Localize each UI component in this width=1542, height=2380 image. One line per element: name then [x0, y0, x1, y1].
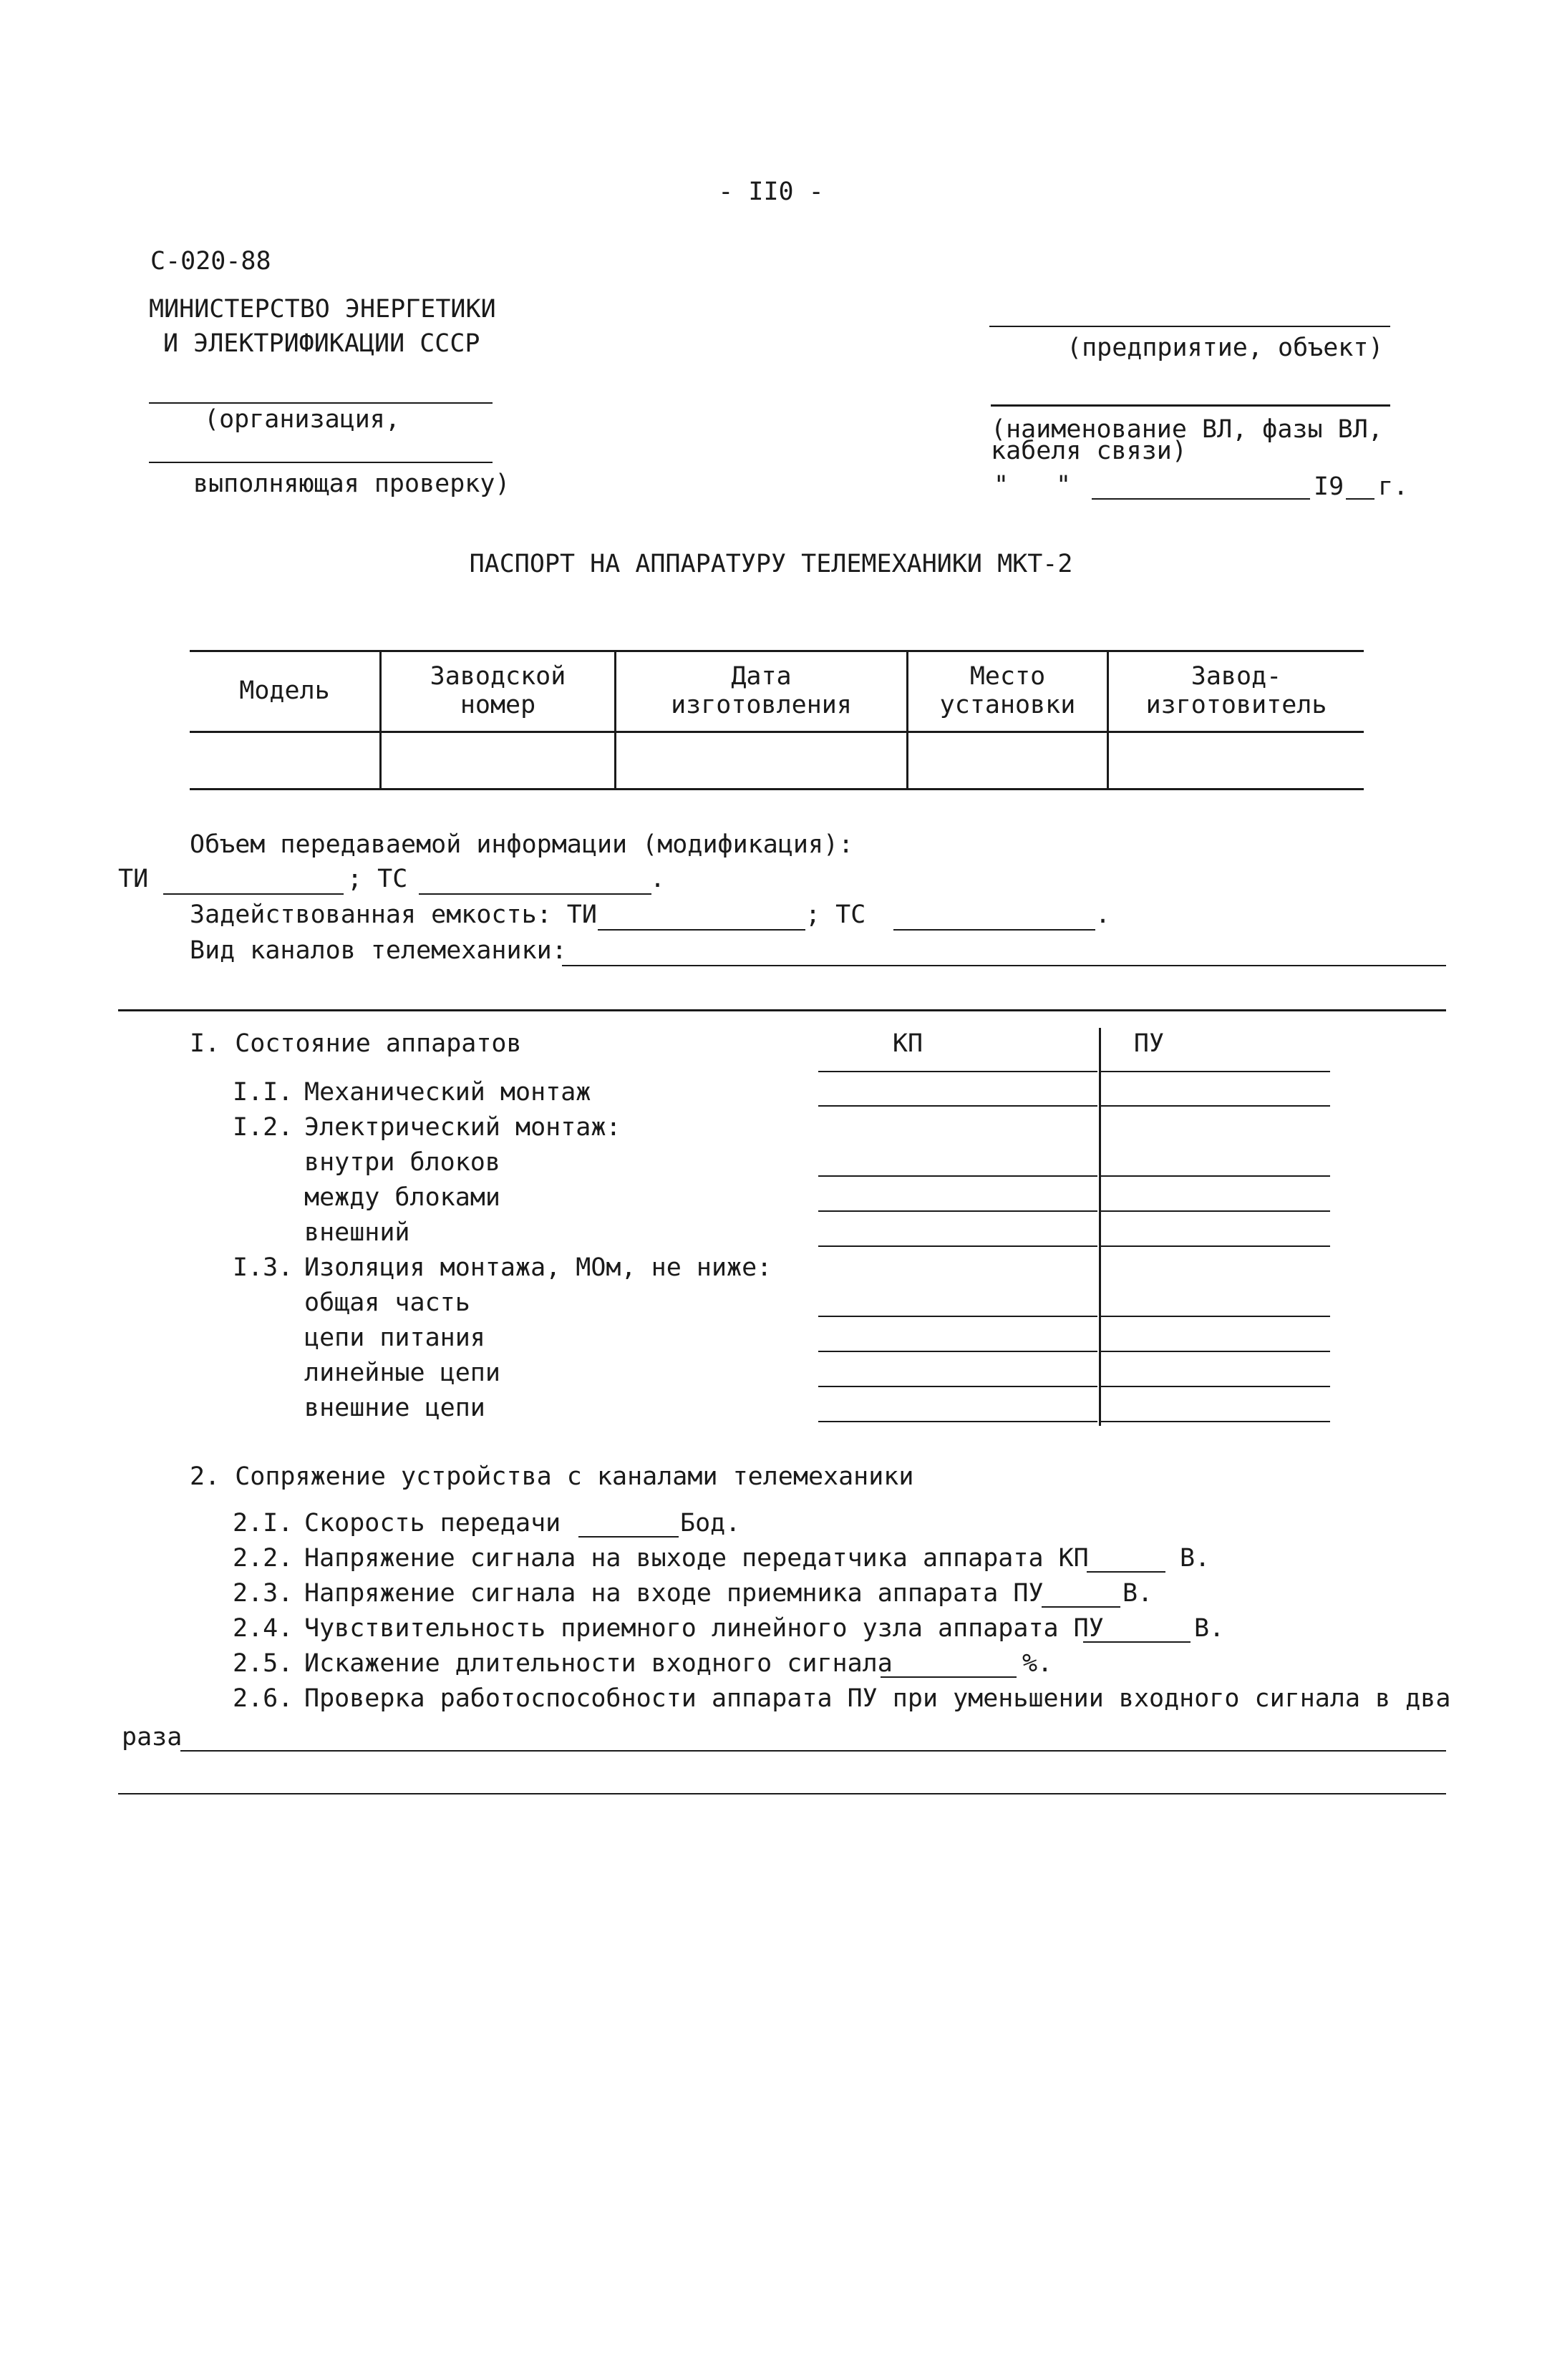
value-blank[interactable] [1087, 1571, 1165, 1573]
item-label: внешний [304, 1218, 410, 1247]
kp-value-line[interactable] [818, 1421, 1097, 1422]
item-label: Искажение длительности входного сигнала [304, 1649, 893, 1678]
ministry-line-2: И ЭЛЕКТРИФИКАЦИИ СССР [163, 329, 480, 358]
item-number: 2.4. [233, 1614, 294, 1643]
table-header-model: Модель [239, 676, 330, 705]
power-line-caption-1: (наименование ВЛ, фазы ВЛ, [991, 415, 1383, 444]
organization-blank-2 [149, 462, 493, 463]
column-underline[interactable] [818, 1071, 1097, 1072]
item-unit: В. [1194, 1614, 1225, 1643]
power-line-caption-2: кабеля связи) [991, 437, 1187, 465]
info-ts-blank [419, 893, 651, 895]
table-bottom-rule [190, 788, 1364, 790]
ministry-line-1: МИНИСТЕРСТВО ЭНЕРГЕТИКИ [149, 295, 496, 324]
column-divider [1099, 1028, 1101, 1426]
info-capacity-ts-blank [893, 929, 1095, 931]
date-year-blank [1346, 498, 1374, 500]
pu-value-line[interactable] [1101, 1351, 1330, 1352]
organization-caption-1: (организация, [204, 405, 400, 434]
item-unit: %. [1022, 1649, 1053, 1678]
continuation-label: раза [122, 1723, 183, 1752]
date-quote-open: " [994, 471, 1009, 500]
item-unit: Бод. [680, 1509, 741, 1538]
item-label: между блоками [304, 1183, 500, 1212]
info-ti-label: ТИ [118, 865, 149, 893]
section-divider [118, 1009, 1446, 1011]
item-label: внешние цепи [304, 1394, 485, 1422]
pu-value-line[interactable] [1101, 1245, 1330, 1247]
date-quote-close: " [1056, 471, 1072, 500]
item-label: цепи питания [304, 1323, 485, 1352]
item-number: 2.6. [233, 1684, 294, 1713]
item-label: Электрический монтаж: [304, 1113, 621, 1142]
pu-value-line[interactable] [1101, 1175, 1330, 1177]
pu-value-line[interactable] [1101, 1316, 1330, 1317]
kp-value-line[interactable] [818, 1175, 1097, 1177]
enterprise-blank [989, 326, 1390, 327]
info-capacity-label: Задействованная емкость: ТИ [190, 900, 597, 929]
item-number: 2.I. [233, 1509, 294, 1538]
item-label: линейные цепи [304, 1359, 500, 1387]
info-capacity-ti-blank [598, 929, 805, 931]
page-number: - II0 - [718, 178, 824, 206]
item-number: I.I. [233, 1078, 294, 1107]
date-year-prefix: I9 [1314, 472, 1344, 501]
item-label: Напряжение сигнала на выходе передатчика аппарата КП [304, 1544, 1089, 1573]
pu-value-line[interactable] [1101, 1386, 1330, 1387]
value-blank[interactable] [881, 1676, 1017, 1678]
item-label: общая часть [304, 1288, 470, 1317]
column-underline[interactable] [1101, 1071, 1330, 1072]
item-number: I.3. [233, 1253, 294, 1282]
item-unit: В. [1122, 1579, 1153, 1608]
item-number: 2.5. [233, 1649, 294, 1678]
table-header-location: Место установки [939, 661, 1076, 719]
kp-value-line[interactable] [818, 1105, 1097, 1107]
info-capacity-period: . [1095, 900, 1111, 929]
kp-value-line[interactable] [818, 1351, 1097, 1352]
table-cell[interactable] [382, 733, 614, 787]
info-ts-period: . [650, 865, 666, 893]
column-pu-header: ПУ [1133, 1029, 1165, 1058]
table-header-serial: Заводской номер [430, 661, 566, 719]
date-day-month-blank [1092, 498, 1310, 500]
table-cell[interactable] [616, 733, 906, 787]
enterprise-caption: (предприятие, объект) [1067, 334, 1384, 362]
kp-value-line[interactable] [818, 1245, 1097, 1247]
item-number: 2.2. [233, 1544, 294, 1573]
table-cell[interactable] [1109, 733, 1364, 787]
kp-value-line[interactable] [818, 1210, 1097, 1212]
continuation-blank-2[interactable] [118, 1793, 1446, 1794]
power-line-blank [991, 404, 1390, 407]
item-label: Чувствительность приемного линейного узла аппарата ПУ [304, 1614, 1104, 1643]
passport-title: ПАСПОРТ НА АППАРАТУРУ ТЕЛЕМЕХАНИКИ МКТ-2 [469, 550, 1073, 578]
table-cell[interactable] [190, 733, 379, 787]
item-label: Изоляция монтажа, МОм, не ниже: [304, 1253, 772, 1282]
value-blank[interactable] [578, 1536, 679, 1538]
column-kp-header: КП [892, 1029, 923, 1058]
item-label: Проверка работоспособности аппарата ПУ при уменьшении входного сигнала в два [304, 1684, 1451, 1713]
date-year-suffix: г. [1378, 472, 1409, 501]
pu-value-line[interactable] [1101, 1210, 1330, 1212]
info-channels-blank [562, 965, 1446, 966]
table-header-manufacturer: Завод- изготовитель [1145, 661, 1327, 719]
organization-blank-1 [149, 402, 493, 404]
info-capacity-ts-label: ; ТС [805, 900, 866, 929]
section1-title: I. Состояние аппаратов [190, 1029, 522, 1058]
item-number: 2.3. [233, 1579, 294, 1608]
continuation-blank[interactable] [180, 1750, 1446, 1752]
kp-value-line[interactable] [818, 1316, 1097, 1317]
info-volume-label: Объем передаваемой информации (модификация): [190, 830, 854, 859]
info-channels-label: Вид каналов телемеханики: [190, 936, 567, 965]
value-blank[interactable] [1042, 1606, 1120, 1608]
info-ti-blank [163, 893, 344, 895]
table-header-manufactured: Дата изготовления [671, 661, 852, 719]
kp-value-line[interactable] [818, 1386, 1097, 1387]
organization-caption-2: выполняющая проверку) [193, 470, 510, 498]
info-ts-label: ; ТС [347, 865, 408, 893]
document-code: С-020-88 [150, 247, 271, 276]
pu-value-line[interactable] [1101, 1421, 1330, 1422]
item-unit: В. [1180, 1544, 1211, 1573]
value-blank[interactable] [1083, 1641, 1191, 1643]
item-label: внутри блоков [304, 1148, 500, 1177]
table-cell[interactable] [908, 733, 1107, 787]
item-label: Скорость передачи [304, 1509, 561, 1538]
item-label: Механический монтаж [304, 1078, 591, 1107]
item-label: Напряжение сигнала на входе приемника аппарата ПУ [304, 1579, 1044, 1608]
item-number: I.2. [233, 1113, 294, 1142]
pu-value-line[interactable] [1101, 1105, 1330, 1107]
section2-title: 2. Сопряжение устройства с каналами телемеханики [190, 1462, 914, 1491]
